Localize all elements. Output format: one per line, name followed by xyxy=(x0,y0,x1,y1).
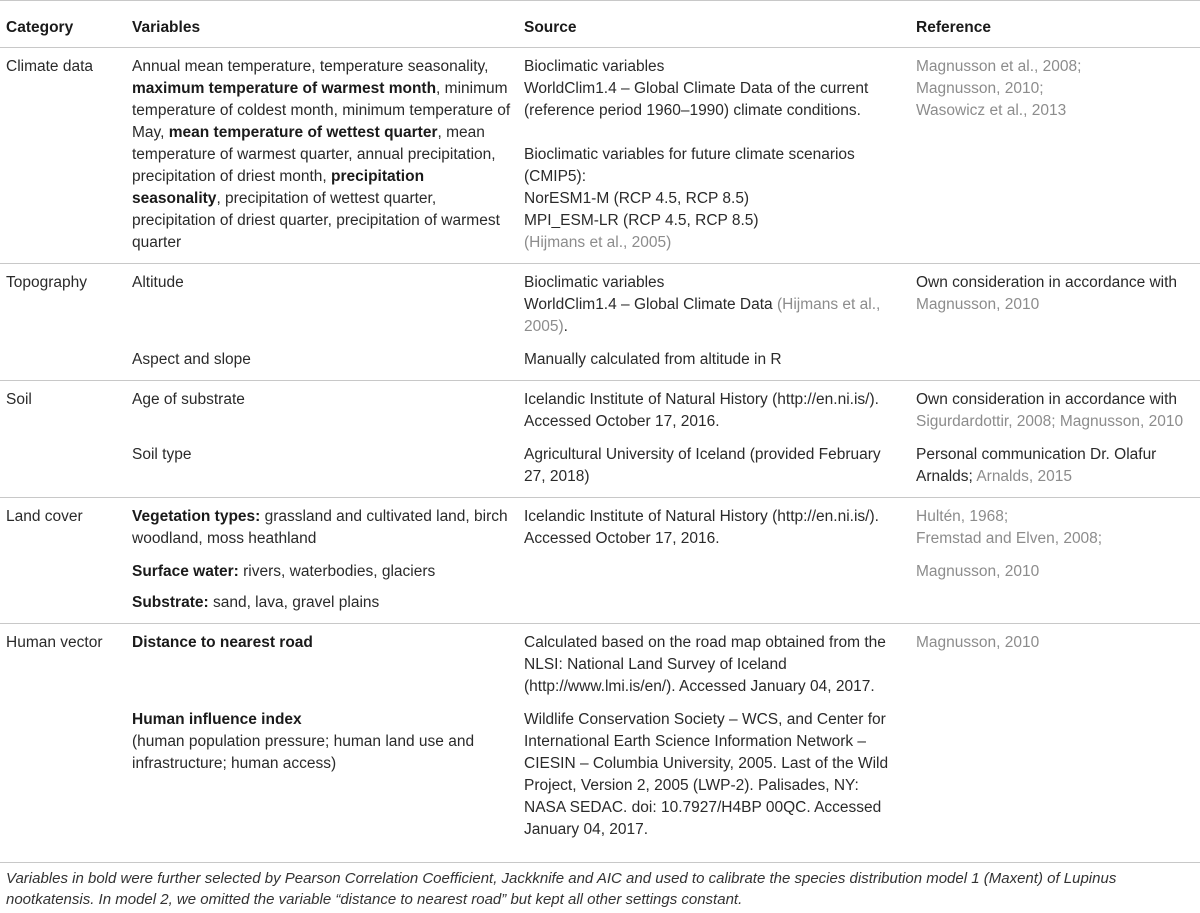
reference-cell xyxy=(910,498,1200,560)
table-row xyxy=(0,48,1200,264)
variables-text: , minimum temperature of coldest month, minimum temperature of May, xyxy=(132,80,511,141)
selected-variable: maximum temperature of warmest month xyxy=(132,80,437,97)
source-line: Bioclimatic variables xyxy=(524,58,665,75)
reference-cell xyxy=(910,381,1200,443)
table-row xyxy=(0,707,1200,850)
variables-cell xyxy=(126,707,518,850)
header-reference: Reference xyxy=(910,1,1200,48)
header-row xyxy=(0,1,1200,48)
source-cell: Wildlife Conservation Society – WCS, and Center for International Earth Science Information Network – CIESIN – Columbia University, 2005. Last of the Wild Project, Version 2, 2005 (LWP-2). Palisades, NY: NASA SEDAC. doi: 10.7927/H4BP 00QC. Accessed January 04, 2017. xyxy=(524,711,889,838)
reference-cell xyxy=(910,264,1200,348)
variables-text: rivers, waterbodies, glaciers xyxy=(238,563,436,580)
source-cell: Agricultural University of Iceland (provided February 27, 2018) xyxy=(518,442,910,498)
reference-link[interactable]: Hultén, 1968; xyxy=(916,508,1009,525)
reference-text: Personal communication Dr. Olafur Arnalds; xyxy=(916,446,1157,485)
reference-cell xyxy=(910,48,1200,264)
variables-text: , mean temperature of warmest quarter, annual precipitation, precipitation of driest month, xyxy=(132,124,496,185)
reference-link[interactable]: Magnusson, 2010 xyxy=(916,634,1040,651)
selected-variable: Human influence index xyxy=(132,711,302,728)
reference-text: Own consideration in accordance with xyxy=(916,391,1178,408)
reference-link[interactable]: (Hijmans et al., 2005) xyxy=(524,234,672,251)
source-line: MPI_ESM-LR (RCP 4.5, RCP 8.5) xyxy=(524,212,759,229)
source-cell: Icelandic Institute of Natural History (http://en.ni.is/). Accessed October 17, 2016. xyxy=(524,391,879,430)
selected-variable: Substrate: xyxy=(132,594,209,611)
table-row xyxy=(0,442,1200,498)
reference-link[interactable]: Arnalds, 2015 xyxy=(976,468,1072,485)
reference-link[interactable]: Magnusson, 2010 xyxy=(916,563,1040,580)
table-bottom-divider xyxy=(0,862,1200,863)
table-row xyxy=(0,592,1200,624)
selected-variable: Surface water: xyxy=(132,563,239,580)
spacer xyxy=(524,122,904,144)
variables-text: grassland and cultivated land, birch woodland, moss heathland xyxy=(132,508,508,547)
selected-variable: Vegetation types: xyxy=(132,508,261,525)
variables-text: Annual mean temperature, temperature seasonality, xyxy=(132,58,489,75)
table-row xyxy=(0,498,1200,560)
variables-text: sand, lava, gravel plains xyxy=(208,594,380,611)
variables-cell xyxy=(126,592,518,624)
selected-variable: Distance to nearest road xyxy=(132,634,313,651)
reference-link[interactable]: Wasowicz et al., 2013 xyxy=(916,102,1067,119)
category-cell: Topography xyxy=(6,274,88,291)
category-cell: Climate data xyxy=(0,48,126,264)
reference-cell xyxy=(910,442,1200,498)
category-cell: Land cover xyxy=(6,508,83,525)
table-row xyxy=(0,559,1200,592)
variables-cell xyxy=(126,498,518,560)
source-line: WorldClim1.4 – Global Climate Data xyxy=(524,296,777,313)
reference-link[interactable]: Magnusson et al., 2008; xyxy=(916,58,1082,75)
reference-link[interactable]: Sigurdardottir, 2008; Magnusson, 2010 xyxy=(916,413,1184,430)
source-cell xyxy=(518,48,910,264)
reference-text: Own consideration in accordance with xyxy=(916,274,1178,291)
selected-variable: precipitation seasonality xyxy=(132,168,425,207)
reference-link[interactable]: Magnusson, 2010; xyxy=(916,80,1044,97)
source-cell: Icelandic Institute of Natural History (http://en.ni.is/). Accessed October 17, 2016. xyxy=(524,508,879,547)
table-row xyxy=(0,381,1200,443)
variables-text: , precipitation of wettest quarter, precipitation of driest quarter, precipitation of warmest quarter xyxy=(132,190,500,251)
variables-text: (human population pressure; human land use and infrastructure; human access) xyxy=(132,733,475,772)
variables-cell: Age of substrate xyxy=(132,391,245,408)
source-line: Bioclimatic variables xyxy=(524,274,665,291)
variables-cell: Altitude xyxy=(132,274,184,291)
reference-link[interactable]: (Hijmans et al., 2005) xyxy=(524,296,881,335)
category-cell: Human vector xyxy=(6,634,103,651)
source-cell: Manually calculated from altitude in R xyxy=(518,347,910,381)
source-line: . xyxy=(563,318,568,335)
selected-variable: mean temperature of wettest quarter xyxy=(168,124,438,141)
variables-cell xyxy=(126,48,518,264)
reference-cell xyxy=(910,624,1200,708)
source-cell xyxy=(518,264,910,348)
table-footnote: Variables in bold were further selected by Pearson Correlation Coefficient, Jackknife and AIC and used to calibrate the species distribution model 1 (Maxent) of Lupinus nootkatensis. In model 2, we omitted the variable “distance to nearest road” but kept all other settings constant. xyxy=(6,870,1117,908)
table-row xyxy=(0,347,1200,381)
reference-cell xyxy=(910,559,1200,592)
variables-cell: Aspect and slope xyxy=(126,347,518,381)
reference-link[interactable]: Fremstad and Elven, 2008; xyxy=(916,530,1103,547)
variables-cell: Soil type xyxy=(126,442,518,498)
table-row xyxy=(0,624,1200,708)
source-line: Bioclimatic variables for future climate scenarios (CMIP5): xyxy=(524,146,855,185)
header-variables: Variables xyxy=(126,1,518,48)
variables-cell xyxy=(126,559,518,592)
source-line: NorESM1-M (RCP 4.5, RCP 8.5) xyxy=(524,190,750,207)
header-category: Category xyxy=(0,1,126,48)
table-row xyxy=(0,264,1200,348)
source-line: WorldClim1.4 – Global Climate Data of the current (reference period 1960–1990) climate conditions. xyxy=(524,80,869,119)
source-cell: Calculated based on the road map obtained from the NLSI: National Land Survey of Iceland (http://www.lmi.is/en/). Accessed January 04, 2017. xyxy=(524,634,886,695)
category-cell: Soil xyxy=(6,391,32,408)
reference-link[interactable]: Magnusson, 2010 xyxy=(916,296,1040,313)
variables-cell xyxy=(126,624,518,708)
header-source: Source xyxy=(518,1,910,48)
